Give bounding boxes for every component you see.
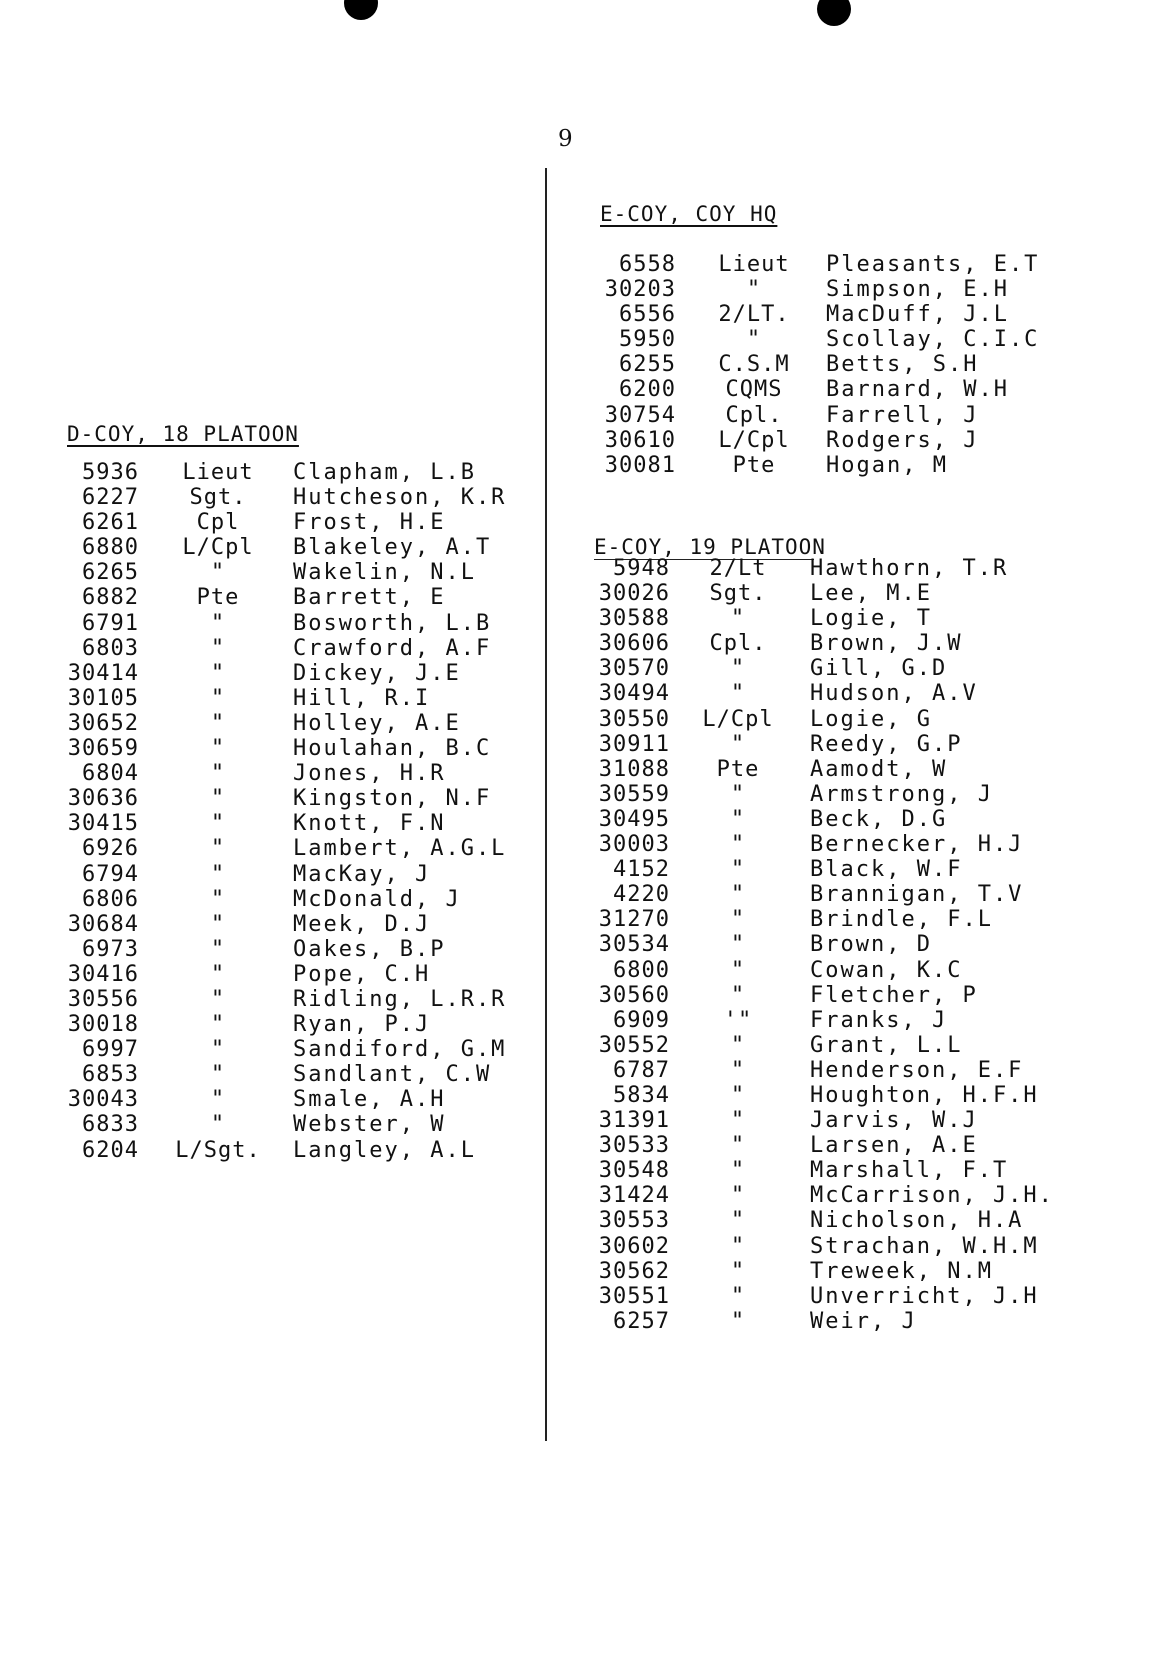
roster-row [594,983,1064,1008]
service-number: 30559 [598,781,670,807]
soldier-name: Dickey, J.E [293,660,461,686]
rank: " [210,635,226,661]
service-number: 30552 [598,1032,670,1058]
rank: " [210,936,226,962]
service-number: 30911 [598,731,670,757]
soldier-name: Jones, H.R [293,761,446,787]
soldier-name: Blakeley, A.T [293,535,492,561]
roster-row [594,807,1064,832]
soldier-name: McCarrison, J.H. [810,1183,1054,1209]
service-number: 30415 [67,811,139,837]
roster-row [594,1058,1064,1083]
roster-row [600,403,1070,428]
rank: " [730,957,746,983]
roster-row [594,882,1064,907]
rank: " [210,1112,226,1138]
roster-row [594,1183,1064,1208]
service-number: 5948 [613,556,670,581]
rank: " [730,932,746,958]
rank: Cpl [196,510,240,536]
rank: 2/LT. [718,302,790,328]
roster-row [55,836,525,861]
section-heading: E-COY, COY HQ [600,202,778,226]
soldier-name: Brannigan, T.V [810,882,1024,908]
rank: Sgt. [189,485,247,511]
soldier-name: Hutcheson, K.R [293,485,507,511]
rank: " [730,1258,746,1284]
service-number: 30003 [598,832,670,858]
soldier-name: Reedy, G.P [810,731,963,757]
soldier-name: Oakes, B.P [293,936,446,962]
rank: " [210,1012,226,1038]
soldier-name: Lee, M.E [810,581,932,607]
rank: " [730,882,746,908]
rank: C.S.M [718,352,790,378]
rank: " [730,1032,746,1058]
soldier-name: Hudson, A.V [810,681,978,707]
service-number: 6909 [613,1007,670,1033]
soldier-name: Knott, F.N [293,811,446,837]
column-divider [545,168,547,1441]
roster-row [594,1309,1064,1334]
rank: Lieut [718,252,790,277]
rank: " [730,1108,746,1134]
service-number: 6973 [82,936,139,962]
rank: " [210,761,226,787]
rank: " [210,560,226,586]
roster-row [55,1037,525,1062]
rank: " [210,811,226,837]
service-number: 5834 [613,1082,670,1108]
section-d-coy-18-platoon [55,422,525,1163]
roster-row [594,1284,1064,1309]
roster-row [55,711,525,736]
rank: " [730,1057,746,1083]
section-heading: E-COY, 19 PLATOON [594,535,826,559]
service-number: 30562 [598,1258,670,1284]
service-number: 30026 [598,581,670,607]
soldier-name: Unverricht, J.H [810,1283,1039,1309]
roster-row [594,1158,1064,1183]
soldier-name: Beck, D.G [810,806,948,832]
roster-row [600,327,1070,352]
rank: " [746,327,762,353]
service-number: 4220 [613,882,670,908]
roster-list [594,556,1064,1334]
rank: L/Sgt. [175,1137,261,1163]
roster-row [55,862,525,887]
soldier-name: Smale, A.H [293,1087,446,1113]
roster-row [55,1062,525,1087]
rank: " [210,961,226,987]
service-number: 30606 [598,631,670,657]
rank: " [730,1308,746,1334]
rank: " [730,656,746,682]
roster-row [55,937,525,962]
rank: L/Cpl [182,535,254,561]
roster-row [55,485,525,510]
soldier-name: Henderson, E.F [810,1057,1024,1083]
soldier-name: Cowan, K.C [810,957,963,983]
soldier-name: McDonald, J [293,886,461,912]
roster-row [55,510,525,535]
soldier-name: Wakelin, N.L [293,560,476,586]
soldier-name: Simpson, E.H [826,277,1009,303]
service-number: 30551 [598,1283,670,1309]
rank: 2/Lt [709,556,767,581]
roster-row [55,736,525,761]
service-number: 6800 [613,957,670,983]
rank: " [210,986,226,1012]
roster-row [594,1008,1064,1033]
service-number: 6853 [82,1062,139,1088]
roster-row [594,556,1064,581]
soldier-name: Webster, W [293,1112,446,1138]
soldier-name: Clapham, L.B [293,460,476,485]
soldier-name: Larsen, A.E [810,1133,978,1159]
service-number: 30570 [598,656,670,682]
rank: Lieut [182,460,254,485]
punch-hole-right [817,0,851,26]
soldier-name: Fletcher, P [810,982,978,1008]
service-number: 6787 [613,1057,670,1083]
rank: " [210,685,226,711]
soldier-name: Barnard, W.H [826,377,1009,403]
service-number: 6794 [82,861,139,887]
rank: " [730,681,746,707]
rank: " [210,1037,226,1063]
service-number: 30659 [67,736,139,762]
soldier-name: Brown, D [810,932,932,958]
roster-row [594,857,1064,882]
soldier-name: Frost, H.E [293,510,446,536]
rank: CQMS [725,377,783,403]
soldier-name: Scollay, C.I.C [826,327,1040,353]
soldier-name: Logie, T [810,606,932,632]
roster-row [55,611,525,636]
roster-row [600,252,1070,277]
service-number: 5950 [619,327,676,353]
rank: " [210,1087,226,1113]
service-number: 30495 [598,806,670,832]
rank: " [730,1133,746,1159]
roster-row [594,631,1064,656]
soldier-name: Ridling, L.R.R [293,986,507,1012]
soldier-name: Houghton, H.F.H [810,1082,1039,1108]
rank: " [730,806,746,832]
rank: Cpl. [725,402,783,428]
roster-row [594,958,1064,983]
service-number: 6200 [619,377,676,403]
rank: L/Cpl [718,427,790,453]
rank: Pte [732,452,776,478]
service-number: 30534 [598,932,670,958]
soldier-name: Hogan, M [826,452,948,478]
service-number: 30556 [67,986,139,1012]
service-number: 30414 [67,660,139,686]
roster-row [594,1033,1064,1058]
rank: " [730,832,746,858]
rank: " [730,1082,746,1108]
soldier-name: Marshall, F.T [810,1158,1009,1184]
soldier-name: Franks, J [810,1007,948,1033]
soldier-name: Holley, A.E [293,710,461,736]
service-number: 30684 [67,911,139,937]
soldier-name: Treweek, N.M [810,1258,993,1284]
roster-row [594,606,1064,631]
section-heading: D-COY, 18 PLATOON [67,422,299,446]
soldier-name: Armstrong, J [810,781,993,807]
service-number: 30550 [598,706,670,732]
service-number: 30754 [604,402,676,428]
soldier-name: Grant, L.L [810,1032,963,1058]
service-number: 6833 [82,1112,139,1138]
soldier-name: Sandiford, G.M [293,1037,507,1063]
section-e-coy-19-platoon [594,535,1064,1334]
soldier-name: Black, W.F [810,857,963,883]
service-number: 6806 [82,886,139,912]
soldier-name: Rodgers, J [826,427,979,453]
service-number: 6204 [82,1137,139,1163]
soldier-name: Nicholson, H.A [810,1208,1024,1234]
roster-row [55,636,525,661]
punch-hole-left [344,0,378,20]
service-number: 30533 [598,1133,670,1159]
roster-row [594,1108,1064,1133]
soldier-name: Jarvis, W.J [810,1108,978,1134]
roster-row [55,786,525,811]
rank: " [210,861,226,887]
service-number: 6556 [619,302,676,328]
page-number: 9 [558,126,573,152]
soldier-name: Brown, J.W [810,631,963,657]
service-number: 30203 [604,277,676,303]
roster-row [600,277,1070,302]
roster-row [55,460,525,485]
roster-row [594,1259,1064,1284]
service-number: 30636 [67,786,139,812]
rank: " [746,277,762,303]
rank: " [210,786,226,812]
roster-row [600,352,1070,377]
roster-row [55,1112,525,1137]
soldier-name: Logie, G [810,706,932,732]
service-number: 31088 [598,756,670,782]
roster-row [594,681,1064,706]
service-number: 6880 [82,535,139,561]
service-number: 30560 [598,982,670,1008]
roster-row [594,1083,1064,1108]
soldier-name: Sandlant, C.W [293,1062,492,1088]
rank: " [730,1158,746,1184]
service-number: 30105 [67,685,139,711]
service-number: 6265 [82,560,139,586]
roster-row [594,656,1064,681]
rank: Cpl. [709,631,767,657]
service-number: 6261 [82,510,139,536]
rank: " [730,731,746,757]
roster-list [600,252,1070,478]
service-number: 5936 [82,460,139,485]
service-number: 30602 [598,1233,670,1259]
rank: " [210,660,226,686]
roster-row [55,1138,525,1163]
service-number: 30081 [604,452,676,478]
roster-row [594,1234,1064,1259]
soldier-name: Hawthorn, T.R [810,556,1009,581]
roster-row [594,757,1064,782]
service-number: 6804 [82,761,139,787]
rank: " [210,911,226,937]
section-e-coy-hq [600,202,1070,478]
service-number: 30416 [67,961,139,987]
rank: L/Cpl [702,706,774,732]
roster-row [594,907,1064,932]
rank: Pte [196,585,240,611]
roster-row [600,377,1070,402]
service-number: 31270 [598,907,670,933]
roster-row [600,453,1070,478]
roster-list [55,460,525,1163]
roster-row [55,560,525,585]
rank: " [730,1183,746,1209]
service-number: 30652 [67,710,139,736]
roster-row [55,761,525,786]
service-number: 6803 [82,635,139,661]
service-number: 30043 [67,1087,139,1113]
soldier-name: Farrell, J [826,402,979,428]
service-number: 6791 [82,610,139,636]
rank: " [730,1233,746,1259]
roster-row [594,732,1064,757]
soldier-name: Bosworth, L.B [293,610,492,636]
service-number: 30553 [598,1208,670,1234]
rank: " [210,610,226,636]
roster-row [55,1087,525,1112]
rank: " [210,1062,226,1088]
soldier-name: Crawford, A.F [293,635,492,661]
service-number: 4152 [613,857,670,883]
roster-row [55,811,525,836]
roster-row [594,832,1064,857]
soldier-name: Strachan, W.H.M [810,1233,1039,1259]
soldier-name: Houlahan, B.C [293,736,492,762]
service-number: 6255 [619,352,676,378]
rank: " [210,836,226,862]
rank: " [210,886,226,912]
roster-row [55,1012,525,1037]
roster-row [55,535,525,560]
service-number: 6882 [82,585,139,611]
rank: " [730,1283,746,1309]
service-number: 30588 [598,606,670,632]
roster-row [55,686,525,711]
soldier-name: Aamodt, W [810,756,948,782]
roster-row [594,1208,1064,1233]
roster-row [55,912,525,937]
rank: " [730,781,746,807]
rank: Sgt. [709,581,767,607]
rank: " [730,1208,746,1234]
soldier-name: Hill, R.I [293,685,431,711]
roster-row [594,581,1064,606]
soldier-name: Lambert, A.G.L [293,836,507,862]
soldier-name: Kingston, N.F [293,786,492,812]
service-number: 6926 [82,836,139,862]
soldier-name: Pope, C.H [293,961,431,987]
roster-row [600,302,1070,327]
roster-row [55,887,525,912]
service-number: 31424 [598,1183,670,1209]
soldier-name: Meek, D.J [293,911,431,937]
service-number: 6227 [82,485,139,511]
rank: " [730,606,746,632]
soldier-name: Gill, G.D [810,656,948,682]
service-number: 6257 [613,1308,670,1334]
soldier-name: Betts, S.H [826,352,979,378]
soldier-name: MacDuff, J.L [826,302,1009,328]
roster-row [55,987,525,1012]
roster-row [594,932,1064,957]
rank: " [730,857,746,883]
roster-row [594,1133,1064,1158]
soldier-name: Brindle, F.L [810,907,993,933]
soldier-name: MacKay, J [293,861,431,887]
rank: " [730,982,746,1008]
roster-row [600,428,1070,453]
roster-row [55,661,525,686]
soldier-name: Barrett, E [293,585,446,611]
soldier-name: Ryan, P.J [293,1012,431,1038]
soldier-name: Langley, A.L [293,1137,476,1163]
service-number: 6997 [82,1037,139,1063]
service-number: 30610 [604,427,676,453]
rank: Pte [716,756,760,782]
roster-row [594,782,1064,807]
rank: " [210,710,226,736]
roster-row [55,585,525,610]
roster-row [594,707,1064,732]
service-number: 30548 [598,1158,670,1184]
service-number: 6558 [619,252,676,277]
service-number: 30018 [67,1012,139,1038]
rank: " [210,736,226,762]
soldier-name: Pleasants, E.T [826,252,1040,277]
soldier-name: Weir, J [810,1308,917,1334]
soldier-name: Bernecker, H.J [810,832,1024,858]
roster-row [55,962,525,987]
rank: '" [723,1007,753,1033]
service-number: 31391 [598,1108,670,1134]
rank: " [730,907,746,933]
service-number: 30494 [598,681,670,707]
